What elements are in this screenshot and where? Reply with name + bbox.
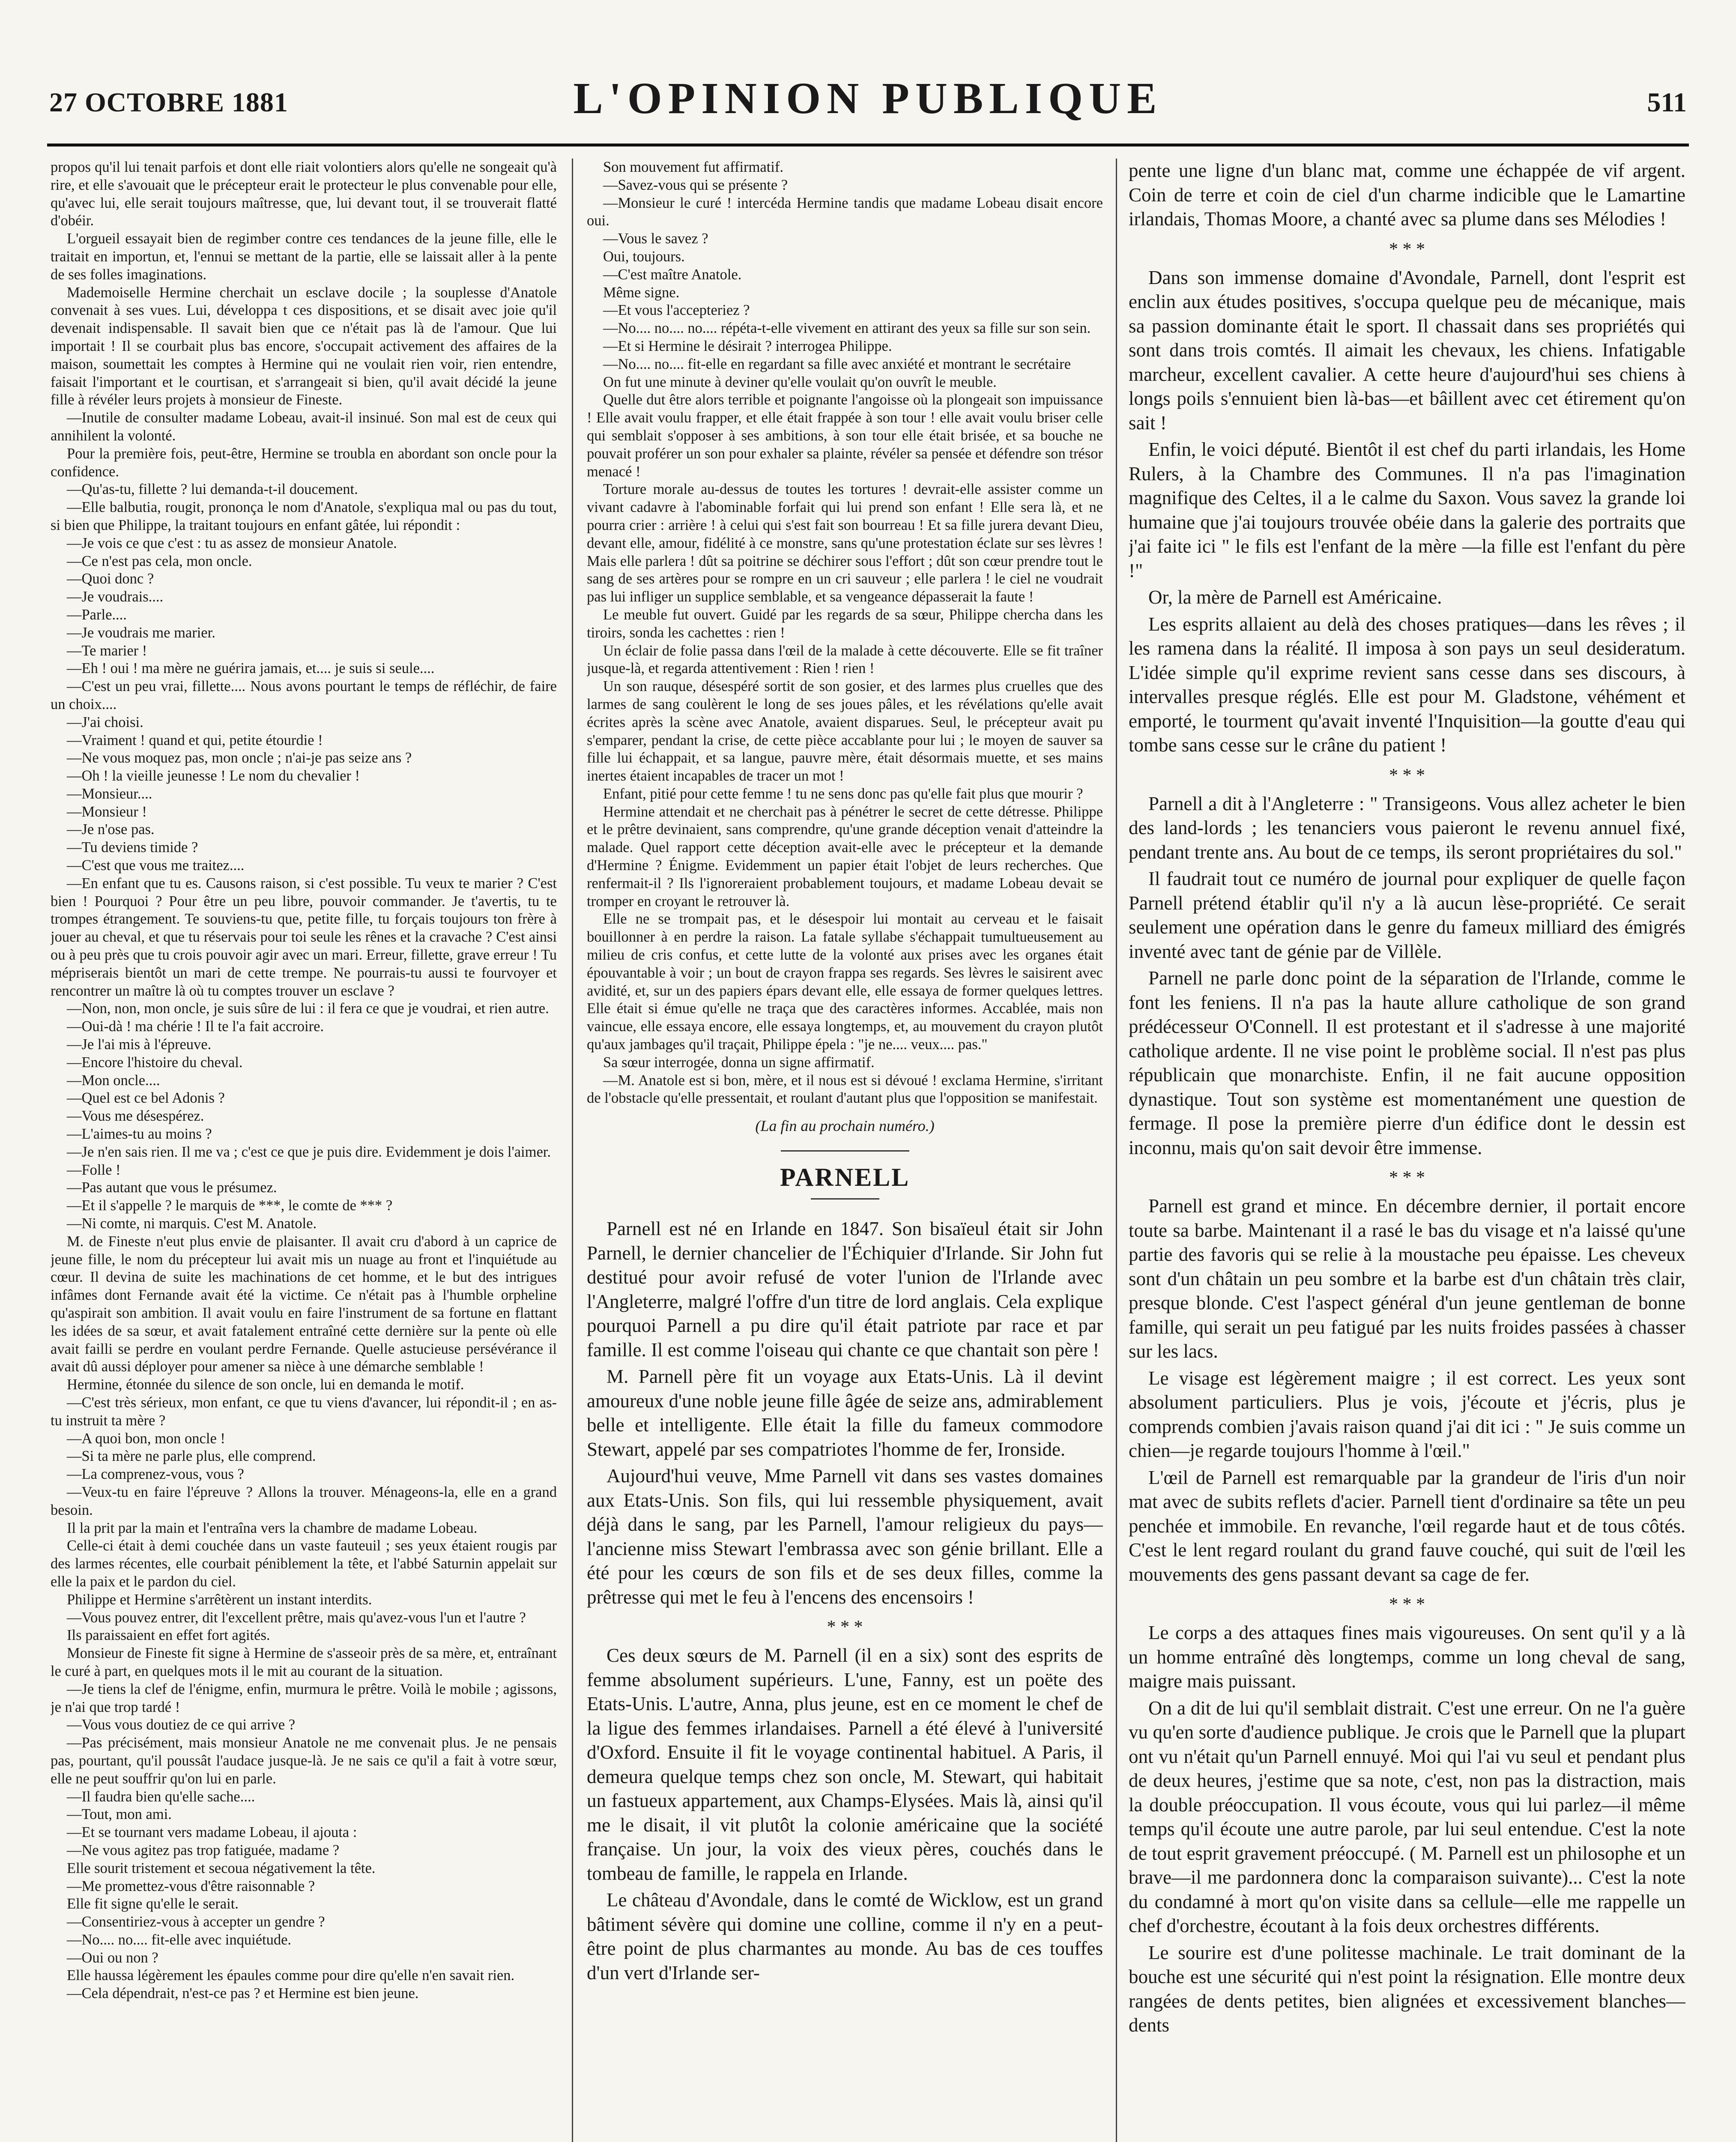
paragraph: M. Parnell père fit un voyage aux Etats-Unis. Là il devint amoureux d'une noble jeune fille âgée de seize ans, admirablement belle et intelligente. Elle était la fille du fameux commodore Stewart, appelé par ses compatriotes l'homme de fer, Ironside.: [587, 1366, 1103, 1460]
paragraph: Parnell est né en Irlande en 1847. Son bisaïeul était sir John Parnell, le dernier chancelier de l'Échiquier d'Irlande. Sir John fut destitué pour avoir refusé de voter l'union de l'Irlande avec l'Angleterre, malgré l'offre d'un titre de lord anglais. Cela explique pourquoi Parnell a pu dire qu'il était patriote par race et par famille. Il est comme l'oiseau qui chante ce que chantait son père !: [587, 1218, 1103, 1361]
paragraph: propos qu'il lui tenait parfois et dont elle riait volontiers alors qu'elle ne songeait qu'à rire, et elle s'avouait que le précepteur erait le protecteur le plus convenable pour elle, qu'avec lui, elle serait toujours maîtresse, que, lui devant tout, il se trouverait flatté d'obéir.: [51, 159, 557, 229]
issue-date: 27 OCTOBRE 1881: [49, 87, 288, 117]
paragraph: —Vraiment ! quand et qui, petite étourdie !: [67, 732, 323, 748]
paragraph: On a dit de lui qu'il semblait distrait. C'est une erreur. On ne l'a guère vu qu'en sorte d'audience publique. Je crois que le Parnell que la plupart ont vu n'était qu'un Parnell ennuyé. Moi qui l'ai vu seul et pendant plus de deux heures, j'estime que sa note, c'est, non pas la distraction, mais la double préoccupation. Il vous écoute, vous qui lui parlez—il même temps qu'il écoute une autre parole, par lui seul entendue. C'est la note de tout esprit gravement préoccupé. ( M. Parnell est un philosophe et un brave—il me pardonnera donc la comparaison suivante)... C'est la note du condamné à mort qu'on visite dans sa cellule—elle me rappelle un chef d'orchestre, écoutant à la fois deux orchestres différents.: [1129, 1697, 1685, 1936]
paragraph: Dans son immense domaine d'Avondale, Parnell, dont l'esprit est enclin aux études positives, s'occupa quelque peu de mécanique, mais sa passion dominante était le sport. Il chassait dans ses propriétés qui sont dans trois comtés. Il aimait les chevaux, les chiens. Infatigable marcheur, excellent cavalier. A cette heure d'aujourd'hui ses chiens à longs poils s'ennuient bien là-bas—et bâillent avec cet étirement qu'on sait !: [1129, 266, 1685, 434]
paragraph: —Vous me désespérez.: [67, 1108, 204, 1125]
paragraph: —Et si Hermine le désirait ? interrogea Philippe.: [603, 338, 892, 354]
paragraph: —Je l'ai mis à l'épreuve.: [67, 1036, 212, 1053]
paragraph: —Ce n'est pas cela, mon oncle.: [67, 553, 252, 569]
page-header: [49, 69, 1687, 133]
paragraph: —Ne vous agitez pas trop fatiguée, madame ?: [67, 1842, 340, 1858]
newspaper-title: L'OPINION PUBLIQUE: [573, 74, 1163, 123]
paragraph: —Cela dépendrait, n'est-ce pas ? et Hermine est bien jeune.: [67, 1985, 419, 2002]
paragraph: —Ni comte, ni marquis. C'est M. Anatole.: [67, 1215, 317, 1232]
paragraph: —Je n'ose pas.: [67, 821, 155, 838]
column-divider: [572, 159, 573, 2142]
column-1-feuilleton: [51, 159, 557, 2142]
paragraph: On fut une minute à deviner qu'elle voulait qu'on ouvrît le meuble.: [603, 374, 997, 390]
paragraph: —Parle....: [67, 606, 127, 623]
paragraph: —En enfant que tu es. Causons raison, si c'est possible. Tu veux te marier ? C'est bien ! Pourquoi ? Pour être un peu libre, pouvoir commander. Je t'avertis, tu te trompes étrangement. Te souviens-tu que, petite fille, tu forçais toujours ton frère à jouer au cheval, et que tu réservais pour toi seule les rênes et la cravache ? C'est ainsi ou à peu près que tu crois pouvoir agir avec un mari. Erreur, fillette, grave erreur ! Tu mépriserais bientôt un mari de cette trempe. Ne pourrais-tu aussi te fourvoyer et rencontrer un maître là où tu comptes trouver un esclave ?: [51, 875, 557, 999]
paragraph: Parnell a dit à l'Angleterre : " Transigeons. Vous allez acheter le bien des land-lords ; les tenanciers vous paieront le revenu annuel fixé, pendant trente ans. Au bout de ce temps, ils seront propriétaires du sol.": [1129, 793, 1685, 863]
paragraph: Elle ne se trompait pas, et le désespoir lui montait au cerveau et le faisait bouillonner à en perdre la raison. La fatale syllabe s'échappait tumultueusement au milieu de cris confus, et cette lutte de la volonté aux prises avec les organes était épouvantable à voir ; un bout de crayon frappa ses regards. Ses lèvres le saisirent avec avidité, et, sur un des papiers épars devant elle, elle essaya de former quelques lettres. Elle était si émue qu'elle ne traça que des caractères informes. Accablée, mais non vaincue, elle essaya encore, elle essaya longtemps, et, au mouvement du crayon plutôt qu'aux jambages qu'il traçait, Philippe épela : "je ne.... veux.... pas.": [587, 911, 1103, 1053]
paragraph: Quelle dut être alors terrible et poignante l'angoisse où la plongeait son impuissance ! Elle avait voulu frapper, et elle était frappée à son tour ! elle avait voulu briser celle qui semblait s'opposer à ses ambitions, à son tour elle était brisée, et sa bouche ne pouvait proférer un son pour exhaler sa plainte, révéler sa pensée et défendre son trésor menacé !: [587, 392, 1103, 480]
paragraph: Elle haussa légèrement les épaules comme pour dire qu'elle n'en savait rien.: [67, 1967, 515, 1984]
paragraph: Sa sœur interrogée, donna un signe affirmatif.: [603, 1054, 875, 1071]
section-stars: * * *: [1389, 765, 1425, 785]
paragraph: —No.... no.... fit-elle avec inquiétude.: [67, 1931, 292, 1948]
article-title: PARNELL: [780, 1163, 910, 1192]
paragraph: —Je voudrais....: [67, 589, 164, 605]
paragraph: Le corps a des attaques fines mais vigoureuses. On sent qu'il y a là un homme entraîné dès longtemps, comme un long cheval de sang, maigre mais puissant.: [1129, 1622, 1685, 1692]
paragraph: —Folle !: [67, 1161, 121, 1178]
paragraph: —C'est un peu vrai, fillette.... Nous avons pourtant le temps de réfléchir, de faire un choix....: [51, 678, 557, 712]
paragraph: —Je voudrais me marier.: [67, 624, 215, 641]
paragraph: Parnell est grand et mince. En décembre dernier, il portait encore toute sa barbe. Maintenant il a rasé le bas du visage et n'a laissé qu'une partie des favoris qui se relie à la moustache peu épaisse. Les cheveux sont d'un châtain un peu sombre et la barbe est d'un châtain très clair, presque blonde. C'est l'aspect général d'un jeune gentleman de bonne famille, qui serait un peu fatigué par les nuits froides passées à chasser sur les lacs.: [1129, 1195, 1685, 1362]
paragraph: —Tout, mon ami.: [67, 1806, 172, 1823]
section-stars: * * *: [1389, 1168, 1425, 1188]
feuilleton-continuation: [587, 159, 1103, 1107]
paragraph: Enfin, le voici député. Bientôt il est chef du parti irlandais, les Home Rulers, à la Chambre des Communes. Il n'a pas l'imagination magnifique des Celtes, il a le calme du Saxon. Vous savez la grande loi humaine que j'ai toujours trouvée obéie dans la galerie des portraits que j'ai faite ici " le fils est l'enfant de la mère —la fille est l'enfant du père !": [1129, 439, 1685, 581]
paragraph: Elle fit signe qu'elle le serait.: [67, 1896, 239, 1912]
paragraph: —Vous pouvez entrer, dit l'excellent prêtre, mais qu'avez-vous l'un et l'autre ?: [67, 1609, 526, 1626]
paragraph: —Et vous l'accepteriez ?: [603, 302, 750, 319]
paragraph: —La comprenez-vous, vous ?: [67, 1466, 244, 1483]
paragraph: —Je vois ce que c'est : tu as assez de monsieur Anatole.: [67, 535, 397, 551]
paragraph: —Quoi donc ?: [67, 571, 154, 587]
section-stars: * * *: [1389, 1595, 1425, 1614]
paragraph: —M. Anatole est si bon, mère, et il nous est si dévoué ! exclama Hermine, s'irritant de l'obstacle qu'elle pressentait, et roulant d'autant plus que l'opposition se manifestait.: [587, 1072, 1103, 1107]
paragraph: Enfant, pitié pour cette femme ! tu ne sens donc pas qu'elle fait plus que mourir ?: [603, 785, 1083, 802]
paragraph: Son mouvement fut affirmatif.: [603, 159, 783, 175]
paragraph: —Eh ! oui ! ma mère ne guérira jamais, et.... je suis si seule....: [67, 660, 435, 677]
title-rule: [811, 1198, 879, 1200]
paragraph: —Non, non, mon oncle, je suis sûre de lui : il fera ce que je voudrai, et rien autre.: [67, 1000, 549, 1017]
paragraph: —Inutile de consulter madame Lobeau, avait-il insinué. Son mal est de ceux qui annihilent la volonté.: [51, 410, 557, 444]
paragraph: —Pas autant que vous le présumez.: [67, 1179, 277, 1196]
paragraph: Pour la première fois, peut-être, Hermine se troubla en abordant son oncle pour la confidence.: [51, 445, 557, 480]
column-3-parnell-continued: [1129, 159, 1685, 2142]
column-2: [587, 159, 1103, 2142]
paragraph: Elle sourit tristement et secoua négativement la tête.: [67, 1860, 376, 1876]
paragraph: —L'aimes-tu au moins ?: [67, 1126, 212, 1143]
paragraph: —A quoi bon, mon oncle !: [67, 1430, 225, 1447]
page-number: 511: [1647, 87, 1687, 117]
paragraph: —Si ta mère ne parle plus, elle comprend.: [67, 1448, 316, 1465]
paragraph: Les esprits allaient au delà des choses pratiques—dans les rêves ; il les ramena dans la réalité. Il imposa à son pays un seul desideratum. L'idée simple qu'il exprime revient sans cesse dans ses discours, à intervalles presque réglés. Elle est pour M. Gladstone, véhément et emporté, le tourment qu'avait inventé l'Inquisition—la goutte d'eau qui tombe sans cesse sur le crâne du patient !: [1129, 613, 1685, 756]
paragraph: —Veux-tu en faire l'épreuve ? Allons la trouver. Ménageons-la, elle en a grand besoin.: [51, 1484, 557, 1518]
paragraph: —Monsieur le curé ! intercéda Hermine tandis que madame Lobeau disait encore oui.: [587, 194, 1103, 229]
paragraph: Mademoiselle Hermine cherchait un esclave docile ; la souplesse d'Anatole convenait à ses vues. Lui, développa t ces dispositions, et se disait avec joie qu'il devenait indispensable. Il savait bien que ce n'était pas là de l'amour. Que lui importait ! Il se courbait plus bas encore, s'occupait activement des affaires de la maison, soumettait les comptes à Hermine qui ne voulait rien voir, rien entendre, faisait l'important et le courtisan, et s'arrangeait si bien, qu'il avait décidé la jeune fille à révéler leurs projets à monsieur de Fineste.: [51, 284, 557, 408]
paragraph: L'œil de Parnell est remarquable par la grandeur de l'iris d'un noir mat avec de subits reflets d'acier. Parnell tient d'ordinaire sa tête un peu penchée et immobile. En revanche, l'œil regarde haut et de tous côtés. C'est le lent regard roulant du grand fauve couché, qui suit de l'œil les mouvements des gens passant devant sa cage de fer.: [1129, 1466, 1685, 1585]
paragraph: —Tu deviens timide ?: [67, 839, 198, 856]
paragraph: —C'est que vous me traitez....: [67, 857, 245, 874]
paragraph: —Et il s'appelle ? le marquis de ***, le comte de *** ?: [67, 1197, 393, 1214]
paragraph: —Consentiriez-vous à accepter un gendre ?: [67, 1914, 325, 1930]
paragraph: L'orgueil essayait bien de regimber contre ces tendances de la jeune fille, elle le traitait en importun, et, l'ennui se mettant de la partie, elle se laissait aller à la pente de ses folles imaginations.: [51, 230, 557, 283]
paragraph: Or, la mère de Parnell est Américaine.: [1148, 586, 1442, 608]
paragraph: —Il faudra bien qu'elle sache....: [67, 1788, 255, 1805]
paragraph: —Je tiens la clef de l'énigme, enfin, murmura le prêtre. Voilà le mobile ; agissons, je n'ai que trop tardé !: [51, 1681, 557, 1715]
paragraph: Monsieur de Fineste fit signe à Hermine de s'asseoir près de sa mère, et, entraînant le curé à part, en quelques mots il le mit au courant de la situation.: [51, 1645, 557, 1679]
paragraph: —Oui ou non ?: [67, 1949, 158, 1966]
continued-note: (La fin au prochain numéro.): [755, 1117, 935, 1135]
paragraph: Le château d'Avondale, dans le comté de Wicklow, est un grand bâtiment sévère qui domine une colline, comme il n'y en a peut-être point de plus charmantes au monde. Au bas de ces touffes d'un vert d'Irlande ser-: [587, 1889, 1103, 1983]
paragraph: Ils paraissaient en effet fort agités.: [67, 1627, 270, 1644]
paragraph: M. de Fineste n'eut plus envie de plaisanter. Il avait cru d'abord à un caprice de jeune fille, le nom du précepteur lui avait mis un nuage au front et l'inquiétude au cœur. Il devina de suite les machinations de cet homme, et le but des intrigues infâmes dont Fernande avait été la victime. Ce n'était pas à l'humble orpheline qu'aspirait son ambition. Il avait voulu en faire l'instrument de sa fortune en flattant les idées de sa sœur, et avait fatalement entraîné cette dernière sur la pente où elle avait failli se perdre en voulant perdre Fernande. Quelle astucieuse persévérance il avait dû aussi déployer pour amener sa nièce à une démarche semblable !: [51, 1233, 557, 1375]
paragraph: —Je n'en sais rien. Il me va ; c'est ce que je puis dire. Evidemment je dois l'aimer.: [67, 1143, 551, 1160]
paragraph: —Ne vous moquez pas, mon oncle ; n'ai-je pas seize ans ?: [67, 750, 412, 766]
paragraph: —Monsieur !: [67, 803, 147, 820]
header-rule: [47, 144, 1689, 147]
paragraph: Parnell ne parle donc point de la séparation de l'Irlande, comme le font les feniens. Il n'a pas la haute allure catholique de son grand prédécesseur O'Connell. Il est protestant et il s'adresse à une majorité catholique ardente. Il ne vise point le problème social. Il n'est pas plus républicain que monarchiste. Enfin, il ne fait aucune opposition dynastique. Tout son système est momentanément une question de fermage. Il pose la première pierre d'un édifice dont le dessin est inconnu, mais qu'on sait devoir être immense.: [1129, 967, 1685, 1158]
paragraph: pente une ligne d'un blanc mat, comme une échappée de vif argent. Coin de terre et coin de ciel d'un charme indicible que le Lamartine irlandais, Thomas Moore, a chanté avec sa plume dans ses Mélodies !: [1129, 160, 1685, 230]
paragraph: —Vous vous doutiez de ce qui arrive ?: [67, 1717, 296, 1733]
paragraph: —Quel est ce bel Adonis ?: [67, 1090, 225, 1107]
paragraph: Oui, toujours.: [603, 248, 685, 265]
paragraph: Il la prit par la main et l'entraîna vers la chambre de madame Lobeau.: [67, 1520, 478, 1536]
paragraph: —Monsieur....: [67, 785, 152, 802]
paragraph: —Pas précisément, mais monsieur Anatole ne me convenait plus. Je ne pensais pas, pourtant, qu'il poussât l'audace jusque-là. Je ne sais ce qu'il a fait à votre sœur, elle ne peut souffrir qu'on lui en parle.: [51, 1735, 557, 1787]
paragraph: —C'est très sérieux, mon enfant, ce que tu viens d'avancer, lui répondit-il ; en as-tu instruit ta mère ?: [51, 1394, 557, 1429]
paragraph: —Oui-dà ! ma chérie ! Il te l'a fait accroire.: [67, 1018, 324, 1035]
paragraph: Il faudrait tout ce numéro de journal pour expliquer de quelle façon Parnell prétend établir qu'il n'y a là aucun lèse-propriété. Ce serait seulement une opération dans le genre du fameux milliard des émigrés inventé avec tant de génie par de Villèle.: [1129, 868, 1685, 962]
paragraph: Hermine attendait et ne cherchait pas à pénétrer le secret de cette détresse. Philippe et le prêtre devinaient, sans comprendre, qu'une grande déception venait d'atteindre la malade. Quel rapport cette déception avait-elle avec le précepteur et la demande d'Hermine ? Énigme. Evidemment un papier était l'objet de leurs recherches. Que renfermait-il ? Ils l'ignoreraient probablement toujours, et madame Lobeau devait se tromper en croyant le retrouver là.: [587, 803, 1103, 909]
paragraph: Aujourd'hui veuve, Mme Parnell vit dans ses vastes domaines aux Etats-Unis. Son fils, qui lui ressemble physiquement, avait déjà dans le sang, par les Parnell, l'amour religieux du pays—l'ancienne miss Stewart l'embrassa avec son génie brillant. Elle a été pour les cœurs de son fils et de ses deux filles, comme la prêtresse qui met le feu à l'encens des encensoirs !: [587, 1465, 1103, 1608]
paragraph: Ces deux sœurs de M. Parnell (il en a six) sont des esprits de femme absolument supérieurs. L'une, Fanny, est un poëte des Etats-Unis. L'autre, Anna, plus jeune, est en ce moment le chef de la ligue des femmes irlandaises. Parnell a été élevé à l'université d'Oxford. Ensuite il fit le voyage continental habituel. A Paris, il demeura quelque temps chez son oncle, M. Stewart, qui habitait un fastueux appartement, aux Champs-Elysées. Mais là, ainsi qu'il me le disait, il vit plutôt la colonie américaine que la société française. Un jour, la voix des vieux pères, couchés dans le tombeau de famille, le rappela en Irlande.: [587, 1645, 1103, 1884]
section-stars: * * *: [1389, 239, 1425, 259]
parnell-article: [587, 1217, 1103, 1985]
section-stars: * * *: [827, 1617, 863, 1637]
paragraph: —Vous le savez ?: [603, 230, 708, 247]
paragraph: —Elle balbutia, rougit, prononça le nom d'Anatole, s'expliqua mal ou pas du tout, si bien que Philippe, la traitant toujours en enfant gâtée, lui répondit :: [51, 499, 557, 533]
paragraph: —Mon oncle....: [67, 1072, 160, 1089]
paragraph: Le meuble fut ouvert. Guidé par les regards de sa sœur, Philippe chercha dans les tiroirs, sonda les cachettes : rien !: [587, 606, 1103, 641]
paragraph: —No.... no.... no.... répéta-t-elle vivement en attirant des yeux sa fille sur son sein.: [603, 320, 1091, 337]
paragraph: —Savez-vous qui se présente ?: [603, 177, 788, 193]
paragraph: —Te marier !: [67, 642, 147, 659]
column-divider: [1116, 159, 1117, 2142]
paragraph: Même signe.: [603, 284, 680, 301]
paragraph: Un son rauque, désespéré sortit de son gosier, et des larmes plus cruelles que des larmes de sang coulèrent le long de ses joues pâles, et les révélations qu'elle avait écrites après la scène avec Anatole, avaient disparues. Seul, le précepteur avait pu s'emparer, pendant la crise, de cette pièce accablante pour lui ; le moyen de sauver sa fille lui échappait, et sa langue, pauvre mère, était désormais muette, et ses mains inertes étaient incapables de tracer un mot !: [587, 678, 1103, 784]
paragraph: —C'est maître Anatole.: [603, 266, 742, 283]
section-divider: [781, 1150, 909, 1152]
paragraph: —Me promettez-vous d'être raisonnable ?: [67, 1878, 315, 1894]
paragraph: —Encore l'histoire du cheval.: [67, 1054, 243, 1071]
paragraph: —Et se tournant vers madame Lobeau, il ajouta :: [67, 1824, 357, 1841]
paragraph: Un éclair de folie passa dans l'œil de la malade à cette découverte. Elle se fit traîner jusque-là, et regarda attentivement : Rien ! rien !: [587, 642, 1103, 677]
paragraph: —Qu'as-tu, fillette ? lui demanda-t-il doucement.: [67, 481, 358, 498]
paragraph: —J'ai choisi.: [67, 714, 143, 730]
paragraph: Le visage est légèrement maigre ; il est correct. Les yeux sont absolument particuliers. Plus je vois, j'écoute et j'écris, plus je comprends combien j'avais raison quand j'ai dit ici : " Je suis comme un chien—je regarde toujours l'homme à l'œil.": [1129, 1367, 1685, 1461]
paragraph: Celle-ci était à demi couchée dans un vaste fauteuil ; ses yeux étaient rougis par des larmes récentes, elle courbait péniblement la tête, et l'abbé Saturnin appelait sur elle la paix et le pardon du ciel.: [51, 1538, 557, 1590]
paragraph: Le sourire est d'une politesse machinale. Le trait dominant de la bouche est une sécurité qui n'est point la résignation. Elle montre deux rangées de dents petites, bien alignées et excessivement blanches—dents: [1129, 1942, 1685, 2036]
paragraph: Torture morale au-dessus de toutes les tortures ! devrait-elle assister comme un vivant cadavre à l'abominable forfait qui lui prend son enfant ! Elle sera là, et ne pourra crier : arrière ! à celui qui s'est fait son bourreau ! Et sa fille jurera devant Dieu, devant elle, amour, fidélité à ce monstre, sans qu'une protestation éclate sur ses lèvres ! Mais elle parlera ! dût sa poitrine se déchirer sous l'effort ; dût son cœur prendre tout le sang de ses artères pour se rompre en un cri sauveur ; elle parlera ! le ciel ne voudrait pas lui infliger un supplice semblable, et sa vengeance dépasserait la faute !: [587, 481, 1103, 605]
paragraph: Hermine, étonnée du silence de son oncle, lui en demanda le motif.: [67, 1376, 464, 1393]
paragraph: —Oh ! la vieille jeunesse ! Le nom du chevalier !: [67, 768, 360, 784]
paragraph: —No.... no.... fit-elle en regardant sa fille avec anxiété et montrant le secrétaire: [603, 356, 1071, 372]
paragraph: Philippe et Hermine s'arrêtèrent un instant interdits.: [67, 1591, 372, 1608]
